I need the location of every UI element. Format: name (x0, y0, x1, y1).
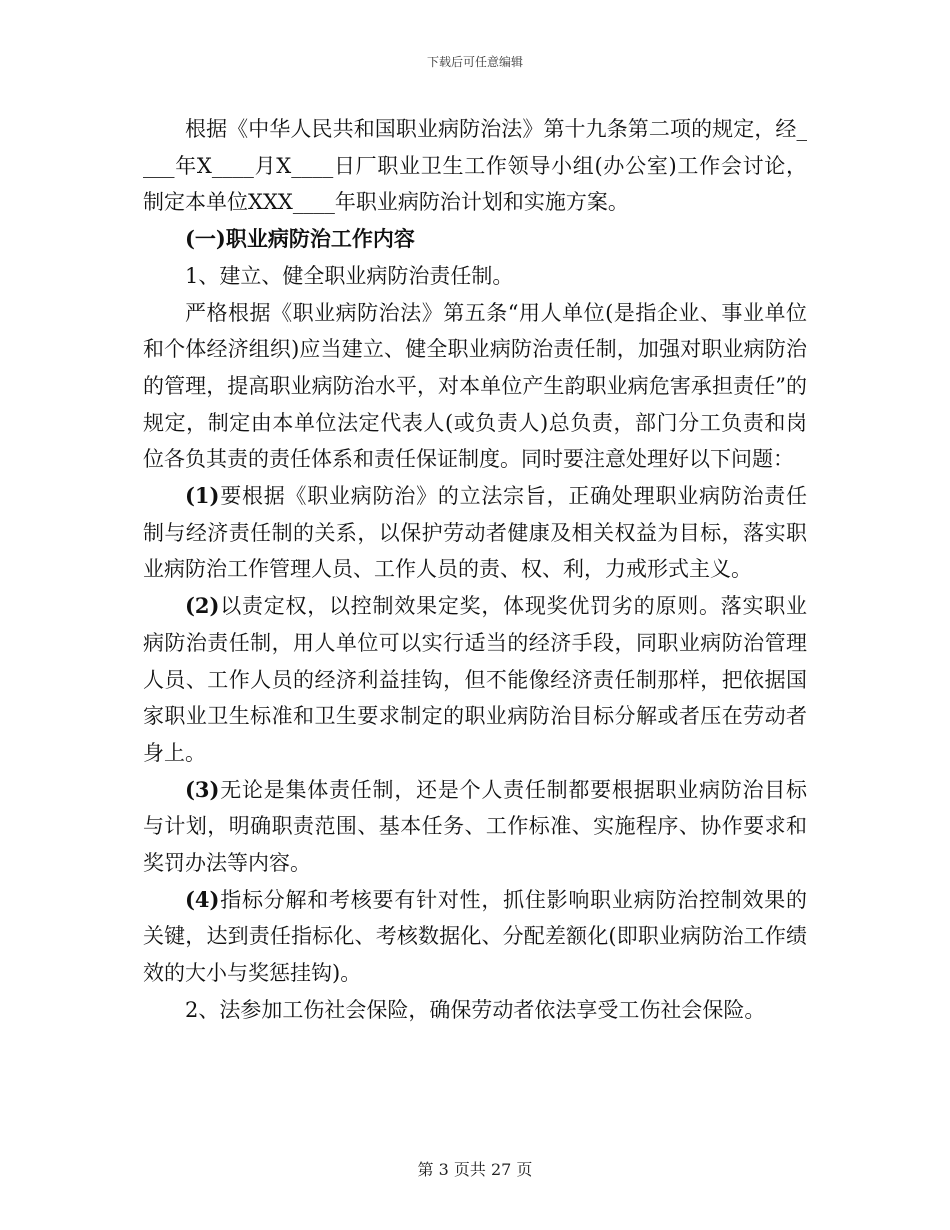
point-4-text: 指标分解和考核要有针对性，抓住影响职业病防治控制效果的关键，达到责任指标化、考核数据化、分配差额化(即职业病防治工作绩效的大小与奖惩挂钩)。 (143, 887, 807, 986)
point-3-number: (3) (185, 776, 220, 802)
intro-paragraph: 根据《中华人民共和国职业病防治法》第十九条第二项的规定，经____年X____月X____日厂职业卫生工作领导小组(办公室)工作会讨论，制定本单位XXX____年职业病防治计划和实施方案。 (143, 117, 807, 215)
point-2-number: (2) (185, 593, 220, 619)
page-footer-number: 第 3 页共 27 页 (417, 1160, 533, 1179)
point-2-text: 以责定权，以控制效果定奖，体现奖优罚劣的原则。落实职业病防治责任制，用人单位可以实行适当的经济手段，同职业病防治管理人员、工作人员的经济利益挂钩，但不能像经济责任制那样，把依据国家职业卫生标准和卫生要求制定的职业病防治目标分解或者压在劳动者身上。 (143, 594, 807, 765)
section-heading: (一)职业病防治工作内容 (185, 226, 415, 252)
point-3-text: 无论是集体责任制，还是个人责任制都要根据职业病防治目标与计划，明确职责范围、基本任务、工作标准、实施程序、协作要求和奖罚办法等内容。 (143, 777, 807, 876)
point-1-text: 要根据《职业病防治》的立法宗旨，正确处理职业病防治责任制与经济责任制的关系，以保护劳动者健康及相关权益为目标，落实职业病防治工作管理人员、工作人员的责、权、利，力戒形式主义。 (143, 484, 807, 582)
item-2-title: 2、法参加工伤社会保险，确保劳动者依法享受工伤社会保险。 (185, 997, 766, 1022)
point-3-paragraph (143, 772, 807, 882)
point-2-paragraph (143, 588, 807, 772)
page-header-note: 下载后可任意编辑 (426, 55, 523, 69)
document-body (143, 111, 807, 1029)
responsibility-paragraph: 严格根据《职业病防治法》第五条“用人单位(是指企业、事业单位和个体经济组织)应当建立、健全职业病防治责任制，加强对职业病防治的管理，提高职业病防治水平，对本单位产生韵职业病危害承担责任”的规定，制定由本单位法定代表人(或负责人)总负责，部门分工负责和岗位各负其责的责任体系和责任保证制度。同时要注意处理好以下问题： (143, 300, 807, 472)
point-1-number: (1) (185, 483, 220, 509)
item-1-title: 1、建立、健全职业病防治责任制。 (185, 263, 514, 288)
point-4-paragraph (143, 882, 807, 992)
point-4-number: (4) (185, 886, 220, 912)
point-1-paragraph (143, 478, 807, 588)
